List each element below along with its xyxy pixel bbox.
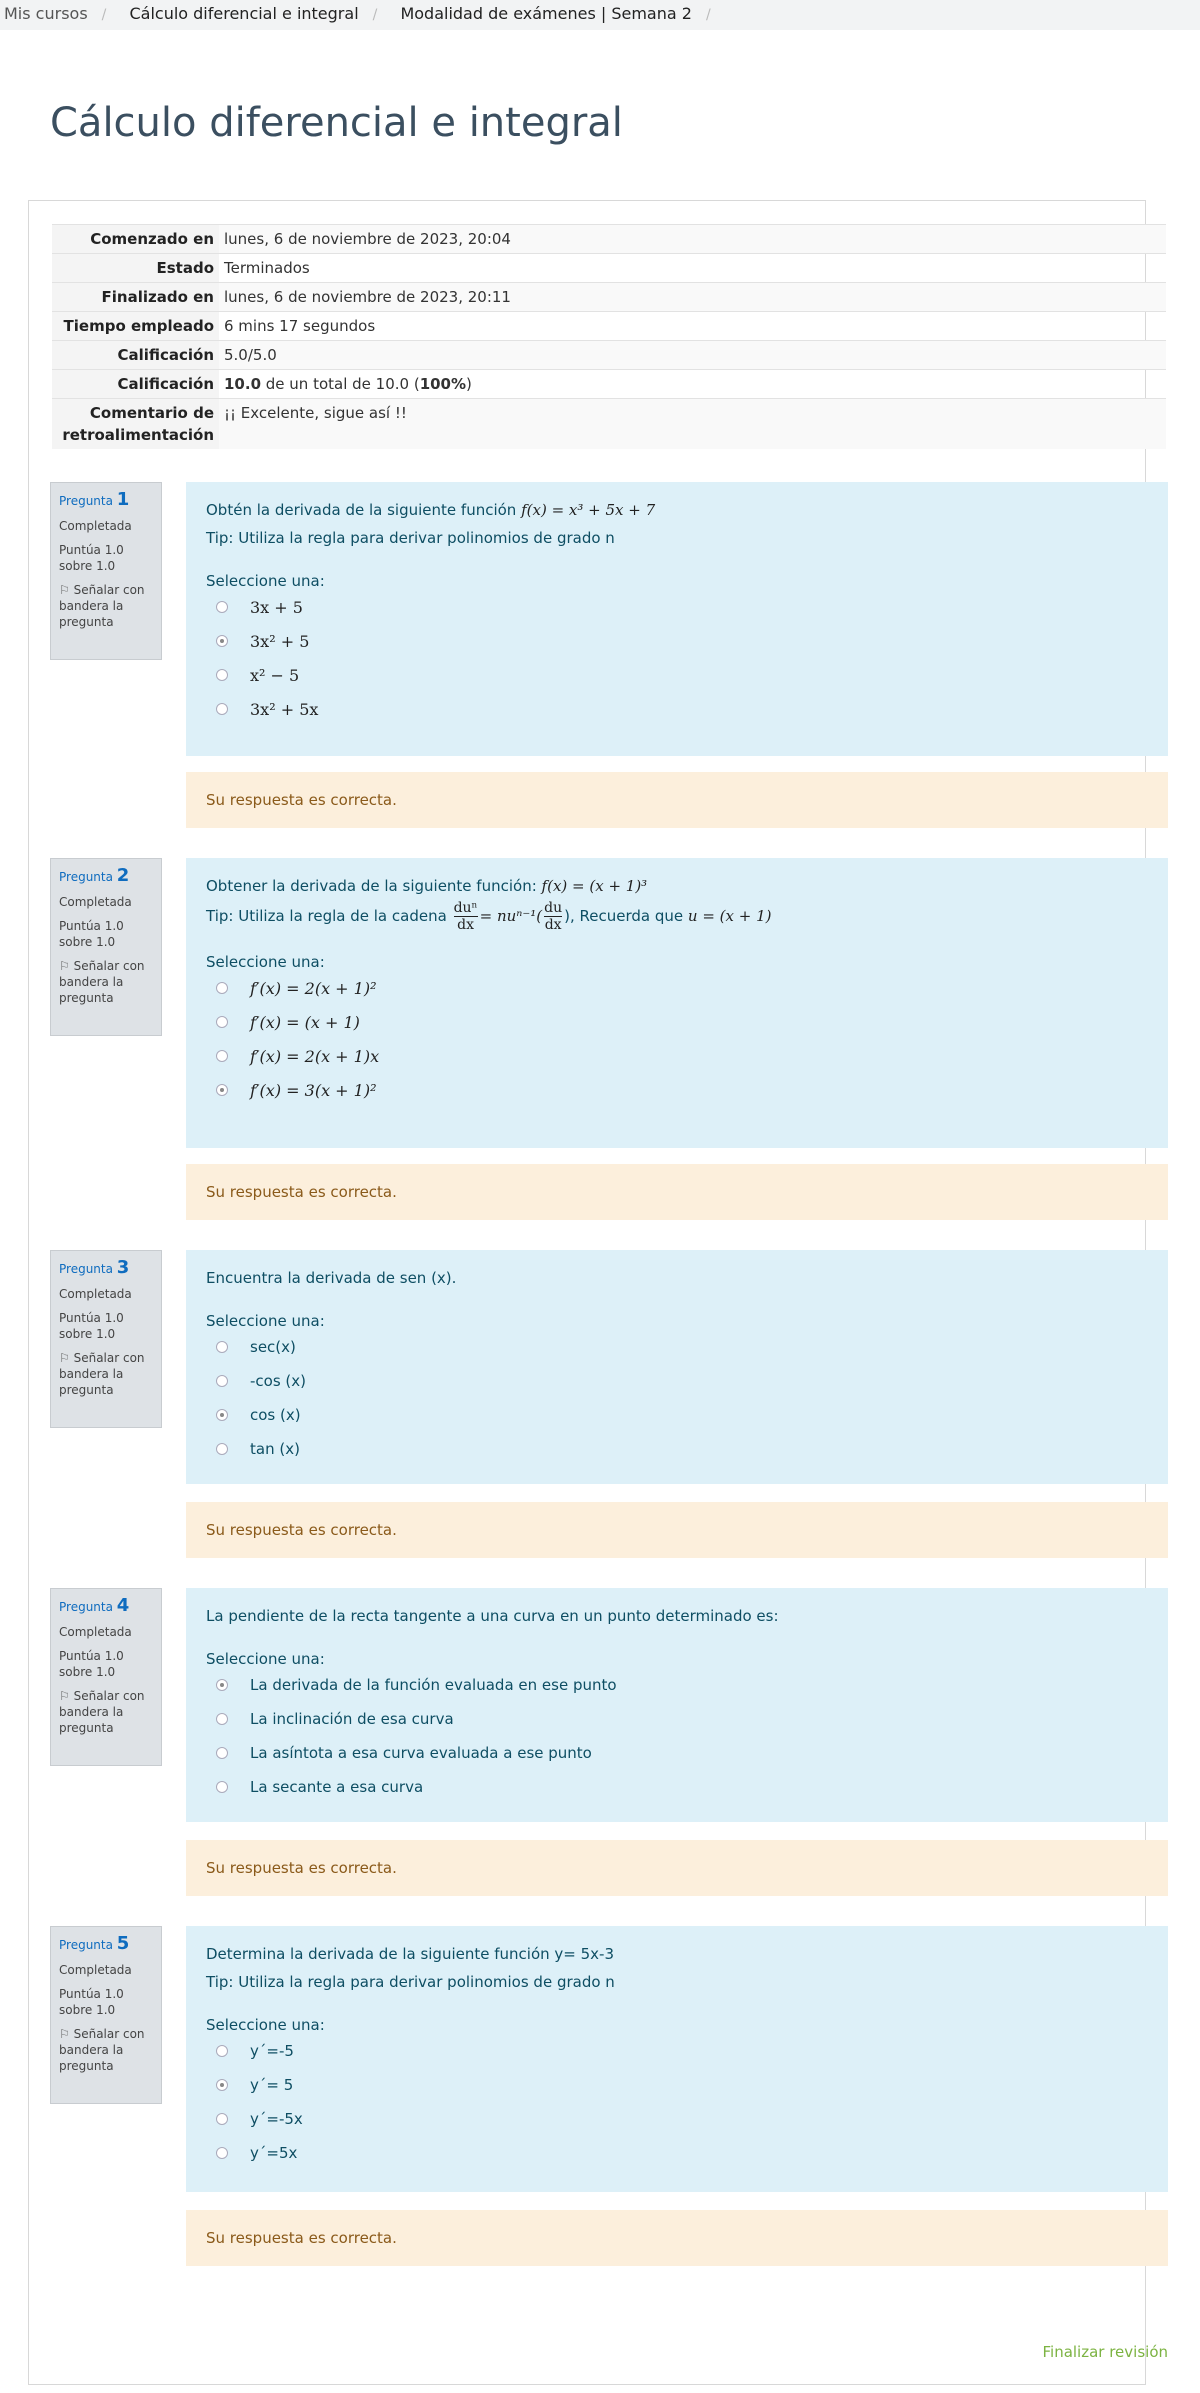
question-content-1 [186, 482, 1168, 756]
question-info-2 [50, 858, 162, 1036]
question-score: Puntúa 1.0 sobre 1.0 [59, 543, 124, 573]
page-title: Cálculo diferencial e integral [50, 100, 623, 146]
radio-button-selected[interactable] [216, 1679, 228, 1691]
summary-label: Tiempo empleado [52, 312, 219, 341]
radio-button[interactable] [216, 2113, 228, 2125]
summary-row [52, 312, 1166, 341]
answer-option[interactable]: f′(x) = (x + 1) [206, 1005, 1148, 1039]
answer-option[interactable]: 3x + 5 [206, 590, 1148, 624]
question-tip: Tip: Utiliza la regla de la cadena $\frac{\text{duⁿ}}{dx}$ = nuⁿ⁻¹( $\frac{du}{dx}$ ), Recuerda que u = (x + 1) [206, 900, 772, 933]
question-text: Obtén la derivada de la siguiente función f(x) = x³ + 5x + 7 [206, 501, 656, 519]
summary-row [52, 254, 1166, 283]
grade-total-text: de un total de 10.0 ( [261, 375, 420, 393]
attempt-summary-table [52, 224, 1166, 449]
select-prompt: Seleccione una: [206, 2016, 325, 2034]
feedback-3: Su respuesta es correcta. [186, 1502, 1168, 1558]
question-status: Completada [59, 1963, 132, 1977]
question-status: Completada [59, 519, 132, 533]
answer-option[interactable]: y´=-5 [206, 2034, 1148, 2068]
radio-button[interactable] [216, 2045, 228, 2057]
flag-question-link[interactable]: ⚐ Señalar con bandera la pregunta [59, 2027, 145, 2073]
question-score: Puntúa 1.0 sobre 1.0 [59, 1987, 124, 2017]
breadcrumb-separator: / [101, 7, 107, 23]
select-prompt: Seleccione una: [206, 953, 325, 971]
summary-row [52, 341, 1166, 370]
flag-icon: ⚐ [59, 583, 70, 597]
answer-option[interactable]: 3x² + 5 [206, 624, 1148, 658]
summary-value: Terminados [219, 254, 1166, 283]
answer-option[interactable]: sec(x) [206, 1330, 1148, 1364]
feedback-4: Su respuesta es correcta. [186, 1840, 1168, 1896]
summary-value: lunes, 6 de noviembre de 2023, 20:04 [219, 225, 1166, 254]
breadcrumb-course[interactable]: Cálculo diferencial e integral [129, 4, 359, 23]
answer-option[interactable]: x² − 5 [206, 658, 1148, 692]
summary-value: ¡¡ Excelente, sigue así !! [219, 399, 1166, 450]
flag-icon: ⚐ [59, 959, 70, 973]
radio-button[interactable] [216, 1016, 228, 1028]
feedback-2: Su respuesta es correcta. [186, 1164, 1168, 1220]
flag-question-link[interactable]: ⚐ Señalar con bandera la pregunta [59, 1351, 145, 1397]
answer-option[interactable]: La inclinación de esa curva [206, 1702, 1148, 1736]
answer-option[interactable]: f′(x) = 2(x + 1)² [206, 971, 1148, 1005]
breadcrumb-exam[interactable]: Modalidad de exámenes | Semana 2 [400, 4, 692, 23]
select-prompt: Seleccione una: [206, 572, 325, 590]
answer-option[interactable]: y´=-5x [206, 2102, 1148, 2136]
radio-button-selected[interactable] [216, 1409, 228, 1421]
grade-close: ) [466, 375, 472, 393]
radio-button[interactable] [216, 1443, 228, 1455]
summary-value: lunes, 6 de noviembre de 2023, 20:11 [219, 283, 1166, 312]
radio-button[interactable] [216, 1375, 228, 1387]
select-prompt: Seleccione una: [206, 1650, 325, 1668]
answer-option[interactable]: f′(x) = 3(x + 1)² [206, 1073, 1148, 1107]
question-score: Puntúa 1.0 sobre 1.0 [59, 1649, 124, 1679]
answer-option[interactable]: cos (x) [206, 1398, 1148, 1432]
fraction: $\frac{du}{dx}$ [544, 900, 563, 933]
summary-label: Comenzado en [52, 225, 219, 254]
question-tip: Tip: Utiliza la regla para derivar polinomios de grado n [206, 1973, 615, 1991]
question-number: Pregunta 4 [59, 1595, 130, 1616]
question-text: Determina la derivada de la siguiente función y= 5x-3 [206, 1945, 614, 1963]
summary-value [219, 370, 1166, 399]
breadcrumb-separator: / [705, 7, 711, 23]
question-info-5 [50, 1926, 162, 2104]
flag-question-link[interactable]: ⚐ Señalar con bandera la pregunta [59, 959, 145, 1005]
question-content-4 [186, 1588, 1168, 1822]
summary-label: Estado [52, 254, 219, 283]
question-number: Pregunta 3 [59, 1257, 130, 1278]
radio-button[interactable] [216, 703, 228, 715]
question-number: Pregunta 5 [59, 1933, 130, 1954]
question-status: Completada [59, 1287, 132, 1301]
question-number: Pregunta 2 [59, 865, 130, 886]
summary-row [52, 225, 1166, 254]
question-score: Puntúa 1.0 sobre 1.0 [59, 1311, 124, 1341]
fraction: $\frac{\text{duⁿ}}{dx}$ [453, 900, 478, 933]
question-content-3 [186, 1250, 1168, 1484]
question-info-3 [50, 1250, 162, 1428]
answer-option[interactable]: 3x² + 5x [206, 692, 1148, 726]
summary-value: 6 mins 17 segundos [219, 312, 1166, 341]
question-number: Pregunta 1 [59, 489, 130, 510]
grade-percent: 100% [419, 375, 467, 393]
breadcrumb-separator: / [372, 7, 378, 23]
feedback-1: Su respuesta es correcta. [186, 772, 1168, 828]
radio-button-selected[interactable] [216, 635, 228, 647]
question-info-4 [50, 1588, 162, 1766]
radio-button-selected[interactable] [216, 1084, 228, 1096]
answer-option[interactable]: y´=5x [206, 2136, 1148, 2170]
radio-button[interactable] [216, 601, 228, 613]
radio-button[interactable] [216, 669, 228, 681]
radio-button[interactable] [216, 2147, 228, 2159]
question-content-2 [186, 858, 1168, 1148]
finish-review-link[interactable]: Finalizar revisión [1042, 2343, 1168, 2361]
summary-row [52, 370, 1166, 399]
flag-question-link[interactable]: ⚐ Señalar con bandera la pregunta [59, 1689, 145, 1735]
question-score: Puntúa 1.0 sobre 1.0 [59, 919, 124, 949]
radio-button[interactable] [216, 1781, 228, 1793]
question-text: La pendiente de la recta tangente a una curva en un punto determinado es: [206, 1607, 779, 1625]
radio-button[interactable] [216, 1713, 228, 1725]
answer-option[interactable]: -cos (x) [206, 1364, 1148, 1398]
question-text: Encuentra la derivada de sen (x). [206, 1269, 457, 1287]
radio-button[interactable] [216, 1747, 228, 1759]
answer-option[interactable]: La secante a esa curva [206, 1770, 1148, 1804]
breadcrumb [0, 0, 1200, 30]
question-status: Completada [59, 895, 132, 909]
flag-icon: ⚐ [59, 2027, 70, 2041]
summary-value: 5.0/5.0 [219, 341, 1166, 370]
question-tip: Tip: Utiliza la regla para derivar polinomios de grado n [206, 529, 615, 547]
question-info-1 [50, 482, 162, 660]
question-status: Completada [59, 1625, 132, 1639]
answer-option[interactable]: y´= 5 [206, 2068, 1148, 2102]
answer-option[interactable]: tan (x) [206, 1432, 1148, 1466]
answer-option[interactable]: La asíntota a esa curva evaluada a ese punto [206, 1736, 1148, 1770]
summary-row [52, 283, 1166, 312]
answer-option[interactable]: La derivada de la función evaluada en ese punto [206, 1668, 1148, 1702]
flag-icon: ⚐ [59, 1689, 70, 1703]
summary-label: Comentario de retroalimentación [52, 399, 219, 450]
select-prompt: Seleccione una: [206, 1312, 325, 1330]
radio-button-selected[interactable] [216, 2079, 228, 2091]
question-text: Obtener la derivada de la siguiente función: f(x) = (x + 1)³ [206, 877, 648, 895]
question-content-5 [186, 1926, 1168, 2192]
answer-option[interactable]: f′(x) = 2(x + 1)x [206, 1039, 1148, 1073]
summary-label: Finalizado en [52, 283, 219, 312]
grade-value: 10.0 [224, 375, 262, 393]
radio-button[interactable] [216, 1050, 228, 1062]
summary-label: Calificación [52, 341, 219, 370]
summary-label: Calificación [52, 370, 219, 399]
radio-button[interactable] [216, 1341, 228, 1353]
flag-icon: ⚐ [59, 1351, 70, 1365]
flag-question-link[interactable]: ⚐ Señalar con bandera la pregunta [59, 583, 145, 629]
radio-button[interactable] [216, 982, 228, 994]
feedback-5: Su respuesta es correcta. [186, 2210, 1168, 2266]
summary-row [52, 399, 1166, 450]
breadcrumb-mis-cursos[interactable]: Mis cursos [4, 4, 88, 23]
